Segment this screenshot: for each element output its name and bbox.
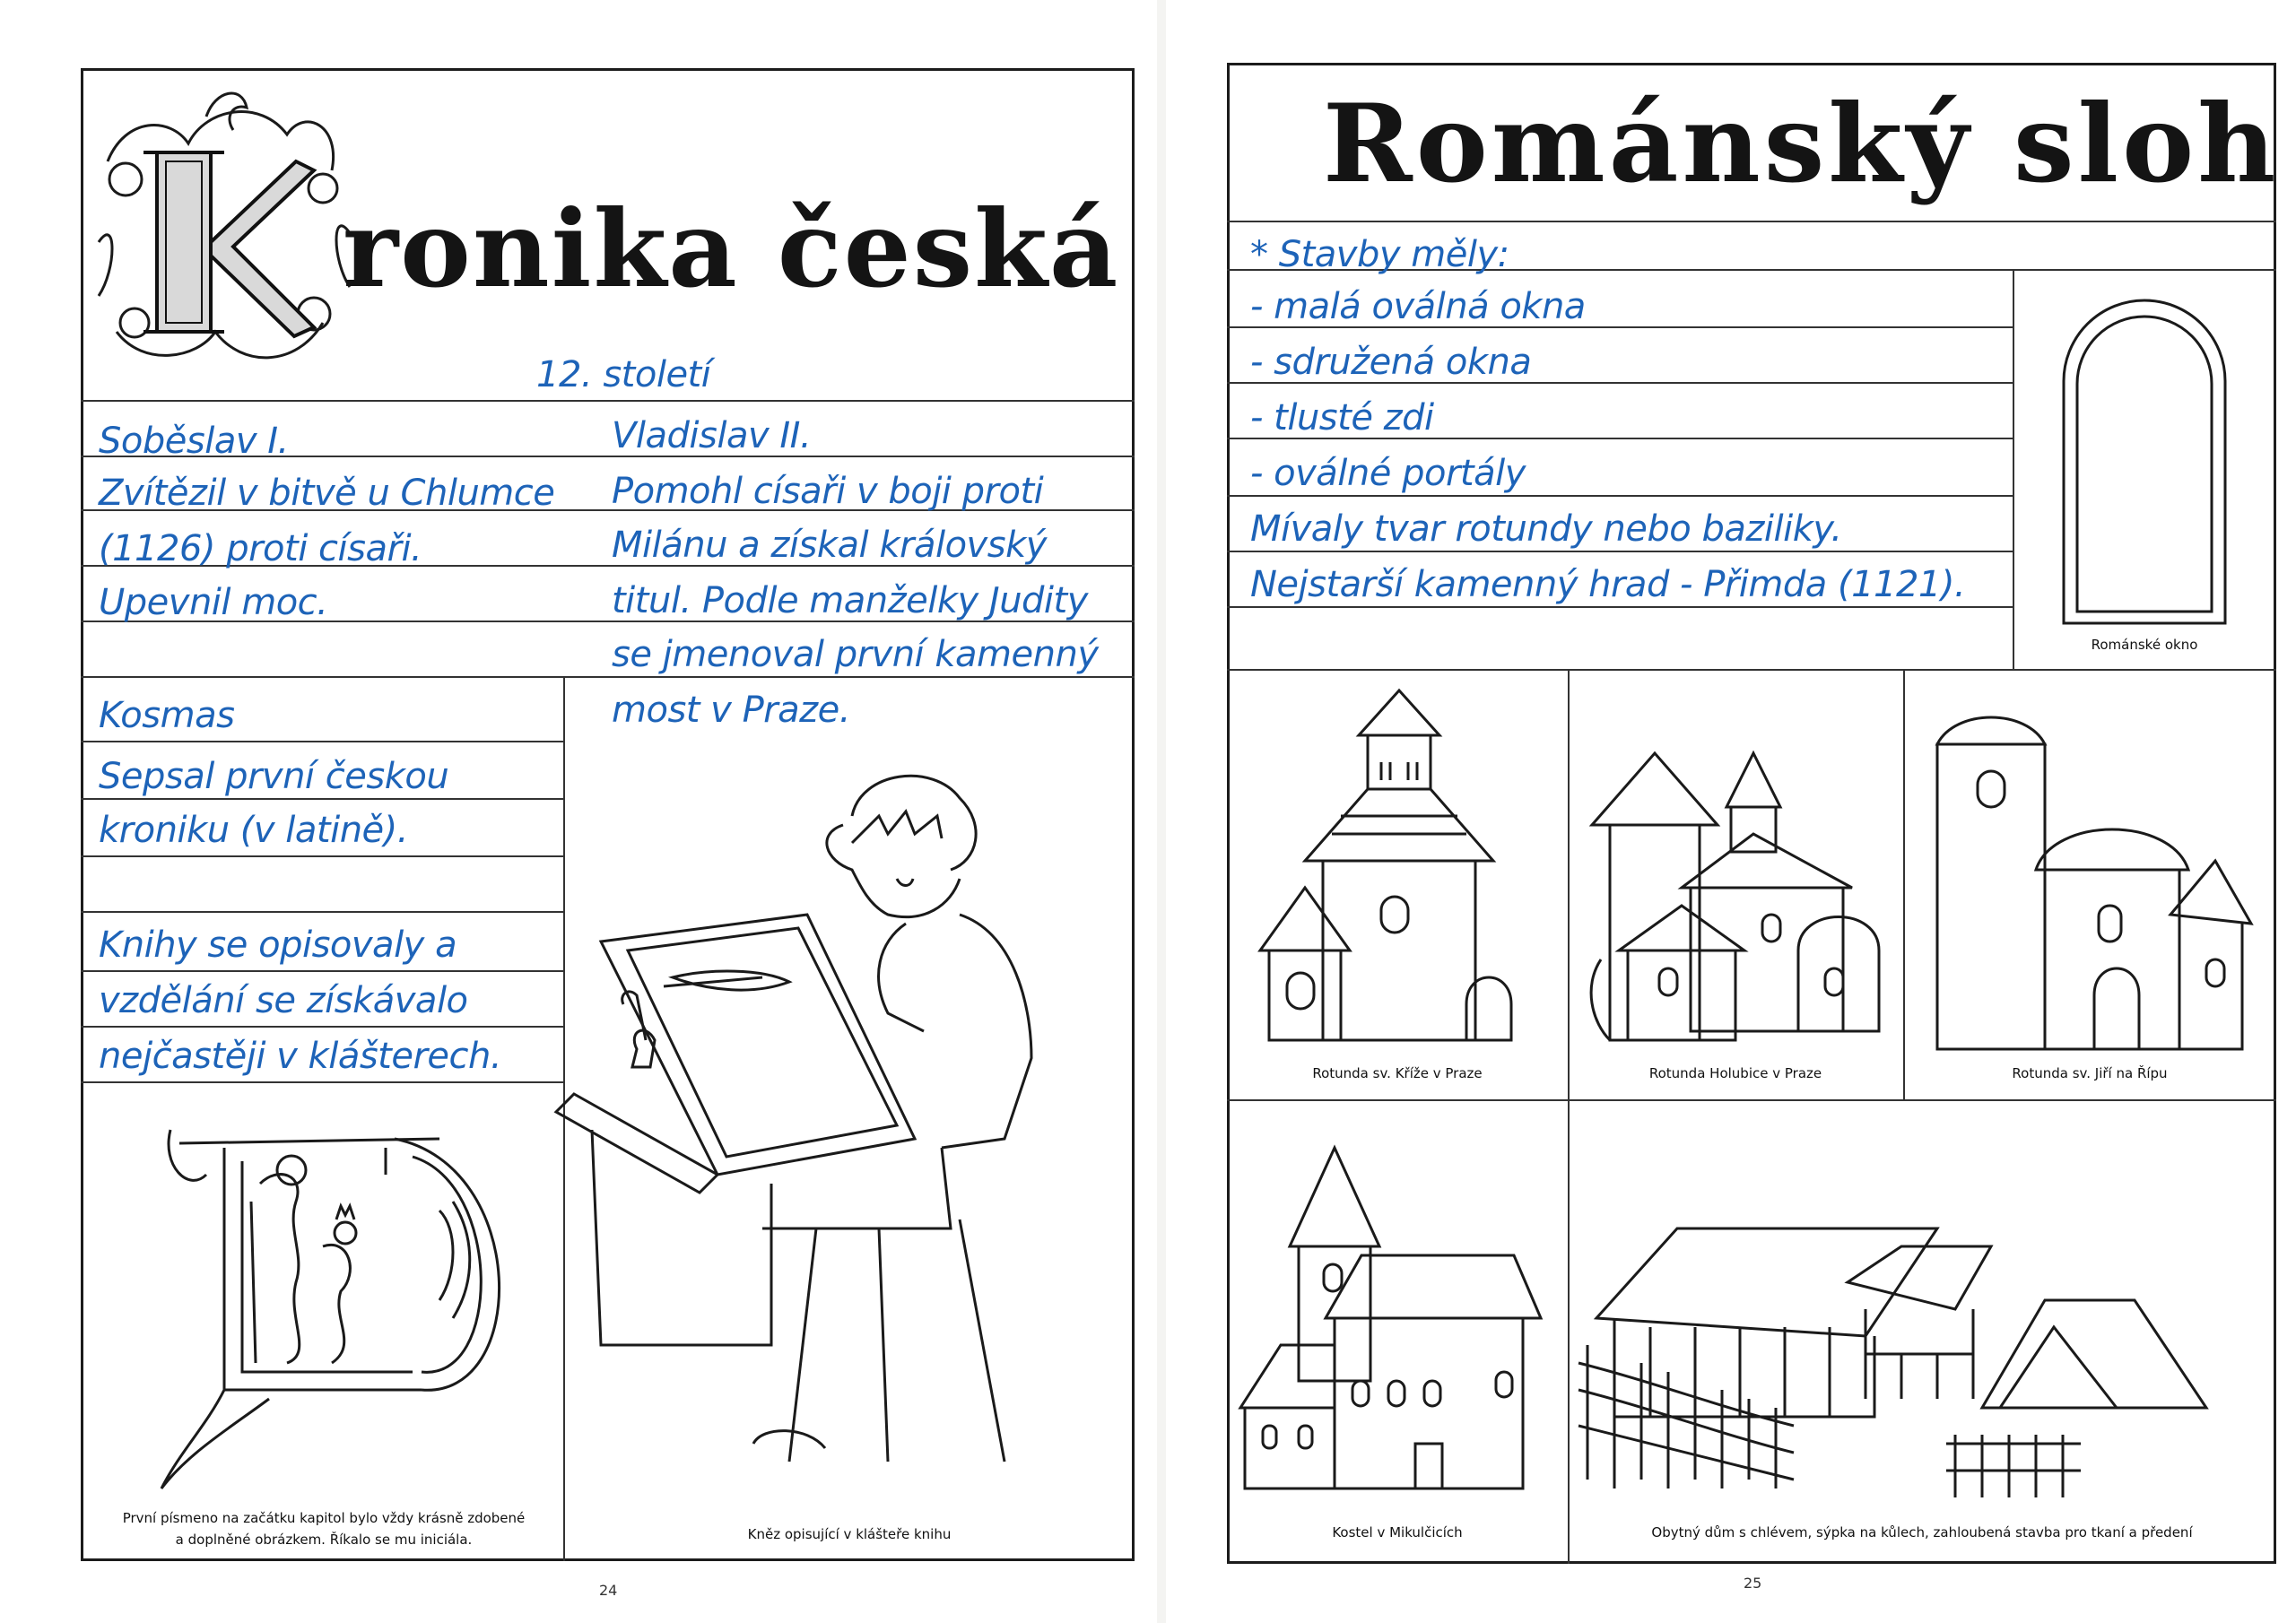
romanesque-line-1: * Stavby měly:	[1250, 234, 1509, 275]
romanesque-line-6: Mívaly tvar rotundy nebo baziliky.	[1250, 508, 1842, 550]
right-title: Románský sloh	[1323, 81, 2280, 207]
col2-line-1: Vladislav II.	[612, 415, 812, 456]
mikulcice-church-icon	[1236, 1139, 1559, 1497]
left-title: ronika česká	[343, 187, 1120, 311]
romanesque-line-5: - oválné portály	[1250, 453, 1526, 494]
church-caption: Kostel v Mikulčicích	[1332, 1524, 1463, 1541]
books-line-1: Knihy se opisovaly a	[99, 924, 457, 966]
rotunda-holy-cross-icon	[1251, 681, 1547, 1058]
ornate-initial-k-icon	[90, 81, 359, 377]
window-caption: Románské okno	[2091, 637, 2198, 653]
initial-caption-line-2: a doplněné obrázkem. Říkalo se mu iniciála.	[175, 1532, 473, 1548]
col2-line-2: Pomohl císaři v boji proti	[612, 471, 1044, 512]
dwelling-houses-icon	[1578, 1211, 2260, 1497]
col1-line-2: Zvítězil v bitvě u Chlumce	[99, 473, 555, 514]
col1-line-4: Upevnil moc.	[99, 582, 328, 623]
col2-line-6: most v Praze.	[612, 690, 850, 731]
col2-line-4: titul. Podle manželky Judity	[612, 580, 1088, 621]
romanesque-line-4: - tlusté zdi	[1250, 397, 1434, 438]
houses-caption: Obytný dům s chlévem, sýpka na kůlech, zahloubená stavba pro tkaní a předení	[1651, 1524, 2193, 1541]
rotunda-caption-3: Rotunda sv. Jiří na Řípu	[2012, 1065, 2168, 1081]
kosmas-line-3: kroniku (v latině).	[99, 810, 408, 851]
col1-line-1: Soběslav I.	[99, 421, 289, 462]
romanesque-line-7: Nejstarší kamenný hrad - Přimda (1121).	[1250, 564, 1966, 605]
romanesque-window-icon	[2059, 296, 2230, 628]
col2-line-3: Milánu a získal královský	[612, 525, 1047, 566]
illuminated-initial-d-icon	[152, 1094, 529, 1506]
kosmas-line-1: Kosmas	[99, 695, 235, 736]
col1-line-3: (1126) proti císaři.	[99, 528, 422, 569]
rotunda-caption-2: Rotunda Holubice v Praze	[1648, 1065, 1822, 1081]
left-page-number: 24	[599, 1582, 618, 1599]
century-label: 12. století	[536, 354, 711, 395]
right-page-number: 25	[1744, 1575, 1762, 1592]
romanesque-line-2: - malá oválná okna	[1250, 286, 1586, 327]
books-line-3: nejčastěji v klášterech.	[99, 1036, 502, 1077]
rotunda-st-george-icon	[1919, 690, 2260, 1058]
monk-caption: Kněz opisující v klášteře knihu	[747, 1526, 952, 1542]
romanesque-line-3: - sdružená okna	[1250, 342, 1532, 383]
rotunda-holubice-icon	[1583, 690, 1888, 1058]
rotunda-caption-1: Rotunda sv. Kříže v Praze	[1312, 1065, 1483, 1081]
monk-scribe-icon	[583, 762, 1121, 1471]
books-line-2: vzdělání se získávalo	[99, 980, 468, 1021]
kosmas-line-2: Sepsal první českou	[99, 756, 449, 797]
col2-line-5: se jmenoval první kamenný	[612, 634, 1099, 675]
initial-caption-line-1: První písmeno na začátku kapitol bylo vždy krásně zdobené	[122, 1510, 526, 1526]
